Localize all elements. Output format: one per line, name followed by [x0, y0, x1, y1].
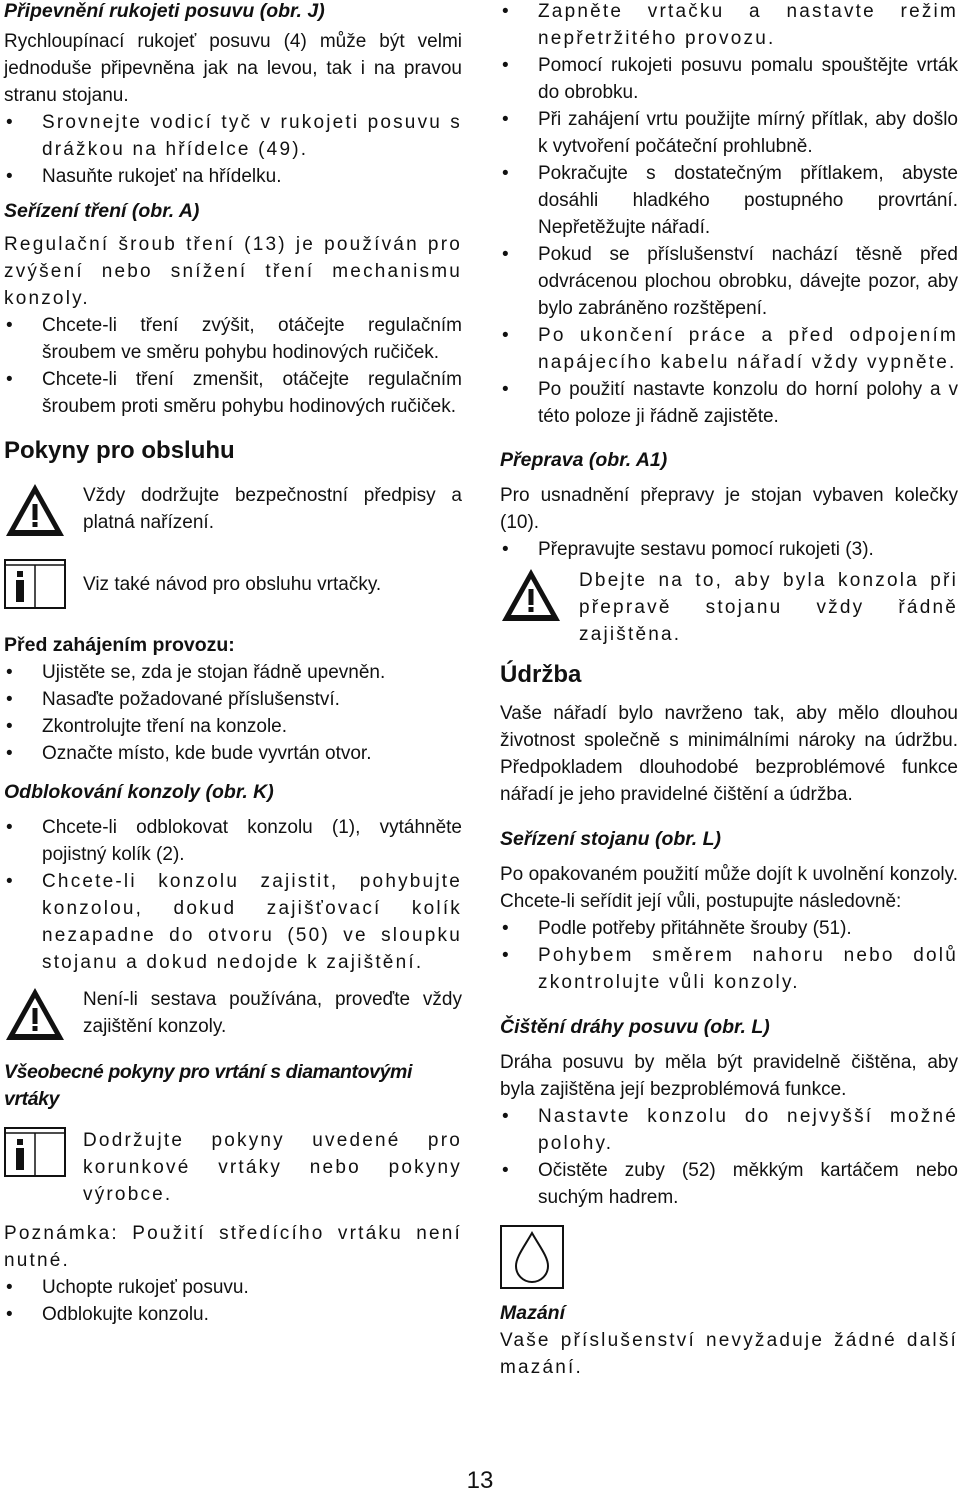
drill-list — [500, 0, 958, 430]
list-item: • Při zahájení vrtu použijte mírný přítlak, aby došlo k vytvoření počáteční prohlubně. — [502, 109, 958, 157]
info-book-icon — [4, 1127, 66, 1182]
safety-note — [4, 482, 462, 543]
stand-list — [500, 915, 958, 996]
core-note-text: Dodržujte pokyny uvedené pro korunkové vrtáky nebo pokyny výrobce. — [83, 1130, 462, 1205]
diamond-list — [4, 1274, 462, 1328]
transport-note-text: Dbejte na to, aby byla konzola při přepravě stojanu vždy řádně zajištěna. — [579, 570, 958, 645]
list-item: • Zkontrolujte tření na konzole. — [6, 716, 288, 737]
list-item: • Podle potřeby přitáhněte šrouby (51). — [502, 918, 852, 939]
transport-note — [500, 567, 958, 648]
core-note — [4, 1127, 462, 1208]
unused-note — [4, 986, 462, 1047]
cleaning-list — [500, 1103, 958, 1211]
friction-list — [4, 312, 462, 420]
friction-heading: Seřízení tření (obr. A) — [4, 200, 200, 222]
unlock-list — [4, 814, 462, 976]
diamond-heading: Všeobecné pokyny pro vrtání s diamantovými vrtáky — [4, 1061, 413, 1110]
cleaning-text: Dráha posuvu by měla být pravidelně čištěna, aby byla zajištěna její bezproblémová funkce. — [500, 1052, 958, 1100]
list-item: • Pokračujte s dostatečným přítlakem, abyste dosáhli hladkého postupného provrtání. Nepřetěžujte nářadí. — [502, 163, 958, 238]
list-item: • Pomocí rukojeti posuvu pomalu spouštějte vrták do obrobku. — [502, 55, 958, 103]
unused-note-text: Není-li sestava používána, proveďte vždy zajištění konzoly. — [83, 989, 462, 1037]
list-item: • Chcete-li odblokovat konzolu (1), vytáhněte pojistný kolík (2). — [6, 817, 462, 865]
list-item: • Zapněte vrtačku a nastavte režim nepřetržitého provozu. — [502, 1, 958, 49]
list-item: • Nastavte konzolu do nejvyšší možné polohy. — [502, 1106, 958, 1154]
list-item: • Srovnejte vodicí tyč v rukojeti posuvu s drážkou na hřídelce (49). — [6, 112, 462, 160]
list-item: • Pohybem směrem nahoru nebo dolů zkontrolujte vůli konzoly. — [502, 945, 958, 993]
left-column — [4, 0, 462, 1328]
warning-icon — [500, 567, 562, 628]
stand-text: Po opakovaném použití může dojít k uvolnění konzoly. Chcete-li seřídit její vůli, postupujte následovně: — [500, 864, 958, 912]
warning-icon — [4, 986, 66, 1047]
transport-heading: Přeprava (obr. A1) — [500, 449, 668, 471]
list-item: • Ujistěte se, zda je stojan řádně upevněn. — [6, 662, 386, 683]
lubrication-text: Vaše příslušenství nevyžaduje žádné další mazání. — [500, 1330, 958, 1378]
right-column — [500, 0, 958, 1381]
maintenance-text: Vaše nářadí bylo navrženo tak, aby mělo dlouhou životnost společně s minimálními nároky na údržbu. Předpokladem dlouhodobé bezproblémové funkce nářadí je jeho pravidelné čištění a údržba. — [500, 703, 958, 805]
maintenance-heading: Údržba — [500, 661, 582, 688]
list-item: • Přepravujte sestavu pomocí rukojeti (3). — [502, 539, 874, 560]
operation-heading: Pokyny pro obsluhu — [4, 437, 235, 464]
stand-heading: Seřízení stojanu (obr. L) — [500, 828, 722, 850]
handle-list — [4, 109, 462, 190]
list-item: • Po ukončení práce a před odpojením napájecího kabelu nářadí vždy vypněte. — [502, 325, 958, 373]
handle-intro: Rychloupínací rukojeť posuvu (4) může být velmi jednoduše připevněna jak na levou, tak i na pravou stranu stojanu. — [4, 31, 462, 106]
list-item: • Po použití nastavte konzolu do horní polohy a v této poloze ji řádně zajistěte. — [502, 379, 958, 427]
info-book-icon — [4, 559, 66, 614]
transport-list — [500, 536, 958, 563]
list-item: • Chcete-li tření zvýšit, otáčejte regulačním šroubem ve směru pohybu hodinových ručiček. — [6, 315, 462, 363]
before-list — [4, 659, 462, 767]
center-note: Poznámka: Použití středícího vrtáku není nutné. — [4, 1223, 462, 1271]
list-item: • Očistěte zuby (52) měkkým kartáčem nebo suchým hadrem. — [502, 1160, 958, 1208]
warning-icon — [4, 482, 66, 543]
list-item: • Uchopte rukojeť posuvu. — [6, 1277, 249, 1298]
list-item: • Chcete-li tření zmenšit, otáčejte regulačním šroubem proti směru pohybu hodinových ručiček. — [6, 369, 462, 417]
safety-note-text: Vždy dodržujte bezpečnostní předpisy a platná nařízení. — [83, 485, 462, 533]
list-item: • Označte místo, kde bude vyvrtán otvor. — [6, 743, 372, 764]
transport-intro: Pro usnadnění přepravy je stojan vybaven kolečky (10). — [500, 485, 958, 533]
oil-drop-icon — [500, 1225, 958, 1294]
before-heading: Před zahájením provozu: — [4, 634, 235, 656]
list-item: • Nasuňte rukojeť na hřídelku. — [6, 166, 282, 187]
unlock-heading: Odblokování konzoly (obr. K) — [4, 781, 274, 803]
list-item: • Odblokujte konzolu. — [6, 1304, 209, 1325]
list-item: • Pokud se příslušenství nachází těsně před odvrácenou plochou obrobku, dávejte pozor, aby bylo zabráněno rozštěpení. — [502, 244, 958, 319]
cleaning-heading: Čištění dráhy posuvu (obr. L) — [500, 1016, 770, 1038]
lubrication-heading: Mazání — [500, 1302, 566, 1324]
page-number: 13 — [466, 1467, 494, 1494]
manual-note — [4, 559, 462, 614]
friction-intro: Regulační šroub tření (13) je používán pro zvýšení nebo snížení tření mechanismu konzoly. — [4, 234, 462, 309]
list-item: • Chcete-li konzolu zajistit, pohybujte konzolou, dokud zajišťovací kolík nezapadne do otvoru (50) ve sloupku stojanu a dokud nedojde k zajištění. — [6, 871, 462, 973]
list-item: • Nasaďte požadované příslušenství. — [6, 689, 340, 710]
handle-heading: Připevnění rukojeti posuvu (obr. J) — [4, 0, 325, 22]
manual-note-text: Viz také návod pro obsluhu vrtačky. — [83, 574, 382, 595]
